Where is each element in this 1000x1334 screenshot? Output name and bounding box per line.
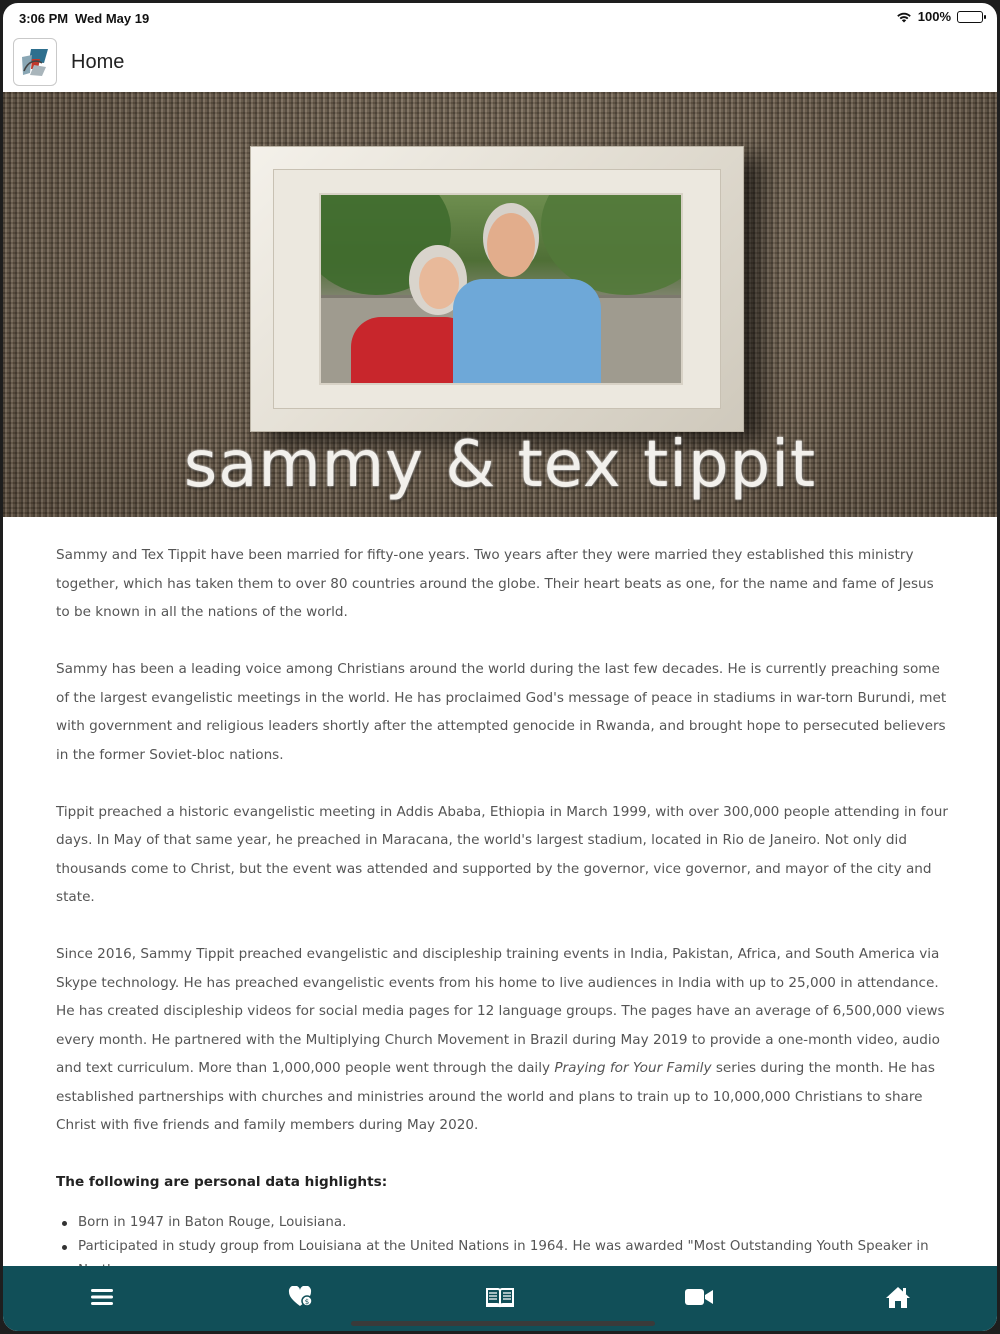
couple-photo [319, 193, 683, 385]
home-icon [885, 1285, 911, 1309]
battery-percent: 100% [917, 9, 951, 24]
paragraph: Sammy and Tex Tippit have been married for fifty-one years. Two years after they were married they established this ministry together, which has taken them to over 80 countries around the globe. Their heart beats as one, for the name and fame of Jesus to be known in all the nations of the world. [56, 547, 934, 620]
man-face [487, 213, 535, 277]
highlights-heading: The following are personal data highlights: [56, 1174, 388, 1190]
list-item: Participated in study group from Louisiana at the United Nations in 1964. He was awarded "Most Outstanding Youth Speaker in [78, 1235, 951, 1283]
paragraph-text: Since 2016, Sammy Tippit preached evangelistic and discipleship training events in India, Pakistan, Africa, and South America via Skype technology. He has preached evangelistic events from his home to live audiences in India with up to 25,000 in attendance. He has created discipleship videos for social media pages for 12 language groups. The pages have an average of 6,500,000 views every month. He partnered with the Multiplying Church Movement in Brazil during May 2019 to provide a one-month video, audio and text curriculum. More than 1,000,000 people went through the daily [56, 946, 945, 1076]
page-title: Home [71, 50, 125, 73]
heart-donate-icon [288, 1286, 314, 1308]
list-item: Born in 1947 in Baton Rouge, Louisiana. [78, 1211, 951, 1235]
video-camera-icon [684, 1287, 714, 1307]
home-indicator[interactable] [351, 1321, 655, 1326]
status-bar [3, 3, 997, 33]
status-indicators [896, 9, 983, 24]
hero-title: sammy & tex tippit [183, 428, 817, 502]
tab-give[interactable] [271, 1282, 331, 1312]
hero-banner [3, 92, 997, 517]
article-content [56, 541, 951, 1283]
paragraph: Sammy has been a leading voice among Christians around the world during the last few decades. He is currently preaching some of the largest evangelistic meetings in the world. He has proclaimed God's message of peace in stadiums in war-torn Burundi, met with government and religious leaders shortly after the attempted genocide in Rwanda, and brought hope to persecuted believers in the former Soviet-bloc nations. [56, 661, 947, 763]
tab-home[interactable] [868, 1282, 928, 1312]
tab-menu[interactable] [72, 1282, 132, 1312]
paragraph-text: series during the month. He has established partnerships with churches and ministries around the world and plans to train up to 10,000,000 Christians to share Christ with five friends and family members during May 2020. [56, 1060, 935, 1133]
status-time: 3:06 PM [19, 11, 69, 26]
book-icon [485, 1286, 515, 1308]
paragraph [56, 940, 951, 1140]
wifi-icon [896, 11, 912, 23]
tab-video[interactable] [669, 1282, 729, 1312]
status-date: Wed May 19 [75, 11, 150, 26]
app-header [3, 33, 997, 91]
svg-text:$: $ [304, 1298, 310, 1306]
man-blue-shirt [453, 279, 601, 385]
app-logo-icon[interactable] [13, 38, 57, 86]
menu-icon [90, 1287, 114, 1307]
series-title: Praying for Your Family [554, 1060, 712, 1076]
picture-frame [250, 146, 744, 432]
tab-read[interactable] [470, 1282, 530, 1312]
battery-icon [957, 11, 983, 23]
paragraph: Tippit preached a historic evangelistic meeting in Addis Ababa, Ethiopia in March 1999, with over 300,000 people attending in four days. In May of that same year, he preached in Maracana, the world's largest stadium, located in Rio de Janeiro. Not only did thousands come to Christ, but the event was attended and supported by the governor, vice governor, and mayor of the city and state. [56, 803, 948, 905]
